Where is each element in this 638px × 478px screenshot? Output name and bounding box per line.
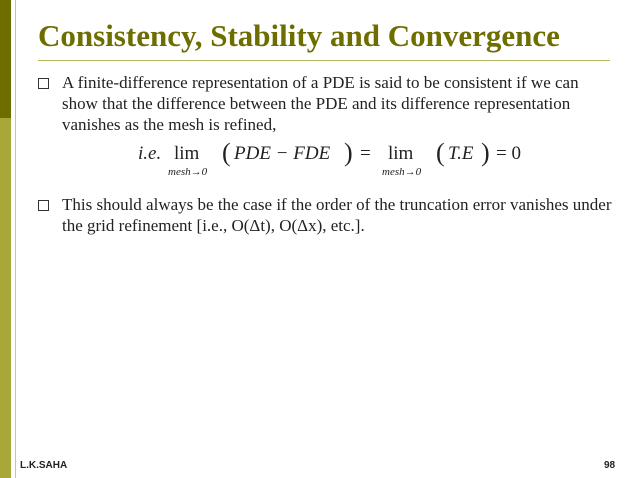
- bullet-square-icon: [38, 200, 49, 211]
- equation-limit-subscript-2: mesh→0: [382, 166, 422, 178]
- equation-lim-1: lim: [174, 143, 200, 164]
- equation-equals-2: = 0: [496, 143, 521, 164]
- equation-equals-1: =: [360, 143, 371, 164]
- left-band-dark: [0, 0, 11, 118]
- left-band-light: [0, 118, 11, 478]
- bullet-square-icon: [38, 78, 49, 89]
- equation-paren-close-1: ): [344, 138, 353, 167]
- bullet-text-consistency: A finite-difference representation of a PDE is said to be consistent if we can show that the difference between the PDE and its difference representation vanishes as the mesh is refined,: [62, 73, 579, 134]
- equation-paren-open-2: (: [436, 138, 445, 167]
- bullet-text-truncation: This should always be the case if the order of the truncation error vanishes under the grid refinement [i.e., O(Δt), O(Δx), etc.].: [62, 195, 612, 235]
- footer-page-number: 98: [604, 460, 616, 471]
- slide-title: Consistency, Stability and Convergence: [38, 18, 560, 53]
- equation-expression-2: T.E: [448, 143, 474, 164]
- footer-author: L.K.SAHA: [20, 460, 68, 471]
- equation-paren-open-1: (: [222, 138, 231, 167]
- title-underline: [38, 60, 610, 61]
- equation-expression-1: PDE − FDE: [234, 143, 331, 164]
- equation-paren-close-2: ): [481, 138, 490, 167]
- equation-limit-subscript-1: mesh→0: [168, 166, 208, 178]
- left-band-line: [15, 0, 16, 478]
- equation-lim-2: lim: [388, 143, 414, 164]
- equation-prefix: i.e.: [138, 143, 162, 164]
- consistency-equation: [138, 138, 538, 185]
